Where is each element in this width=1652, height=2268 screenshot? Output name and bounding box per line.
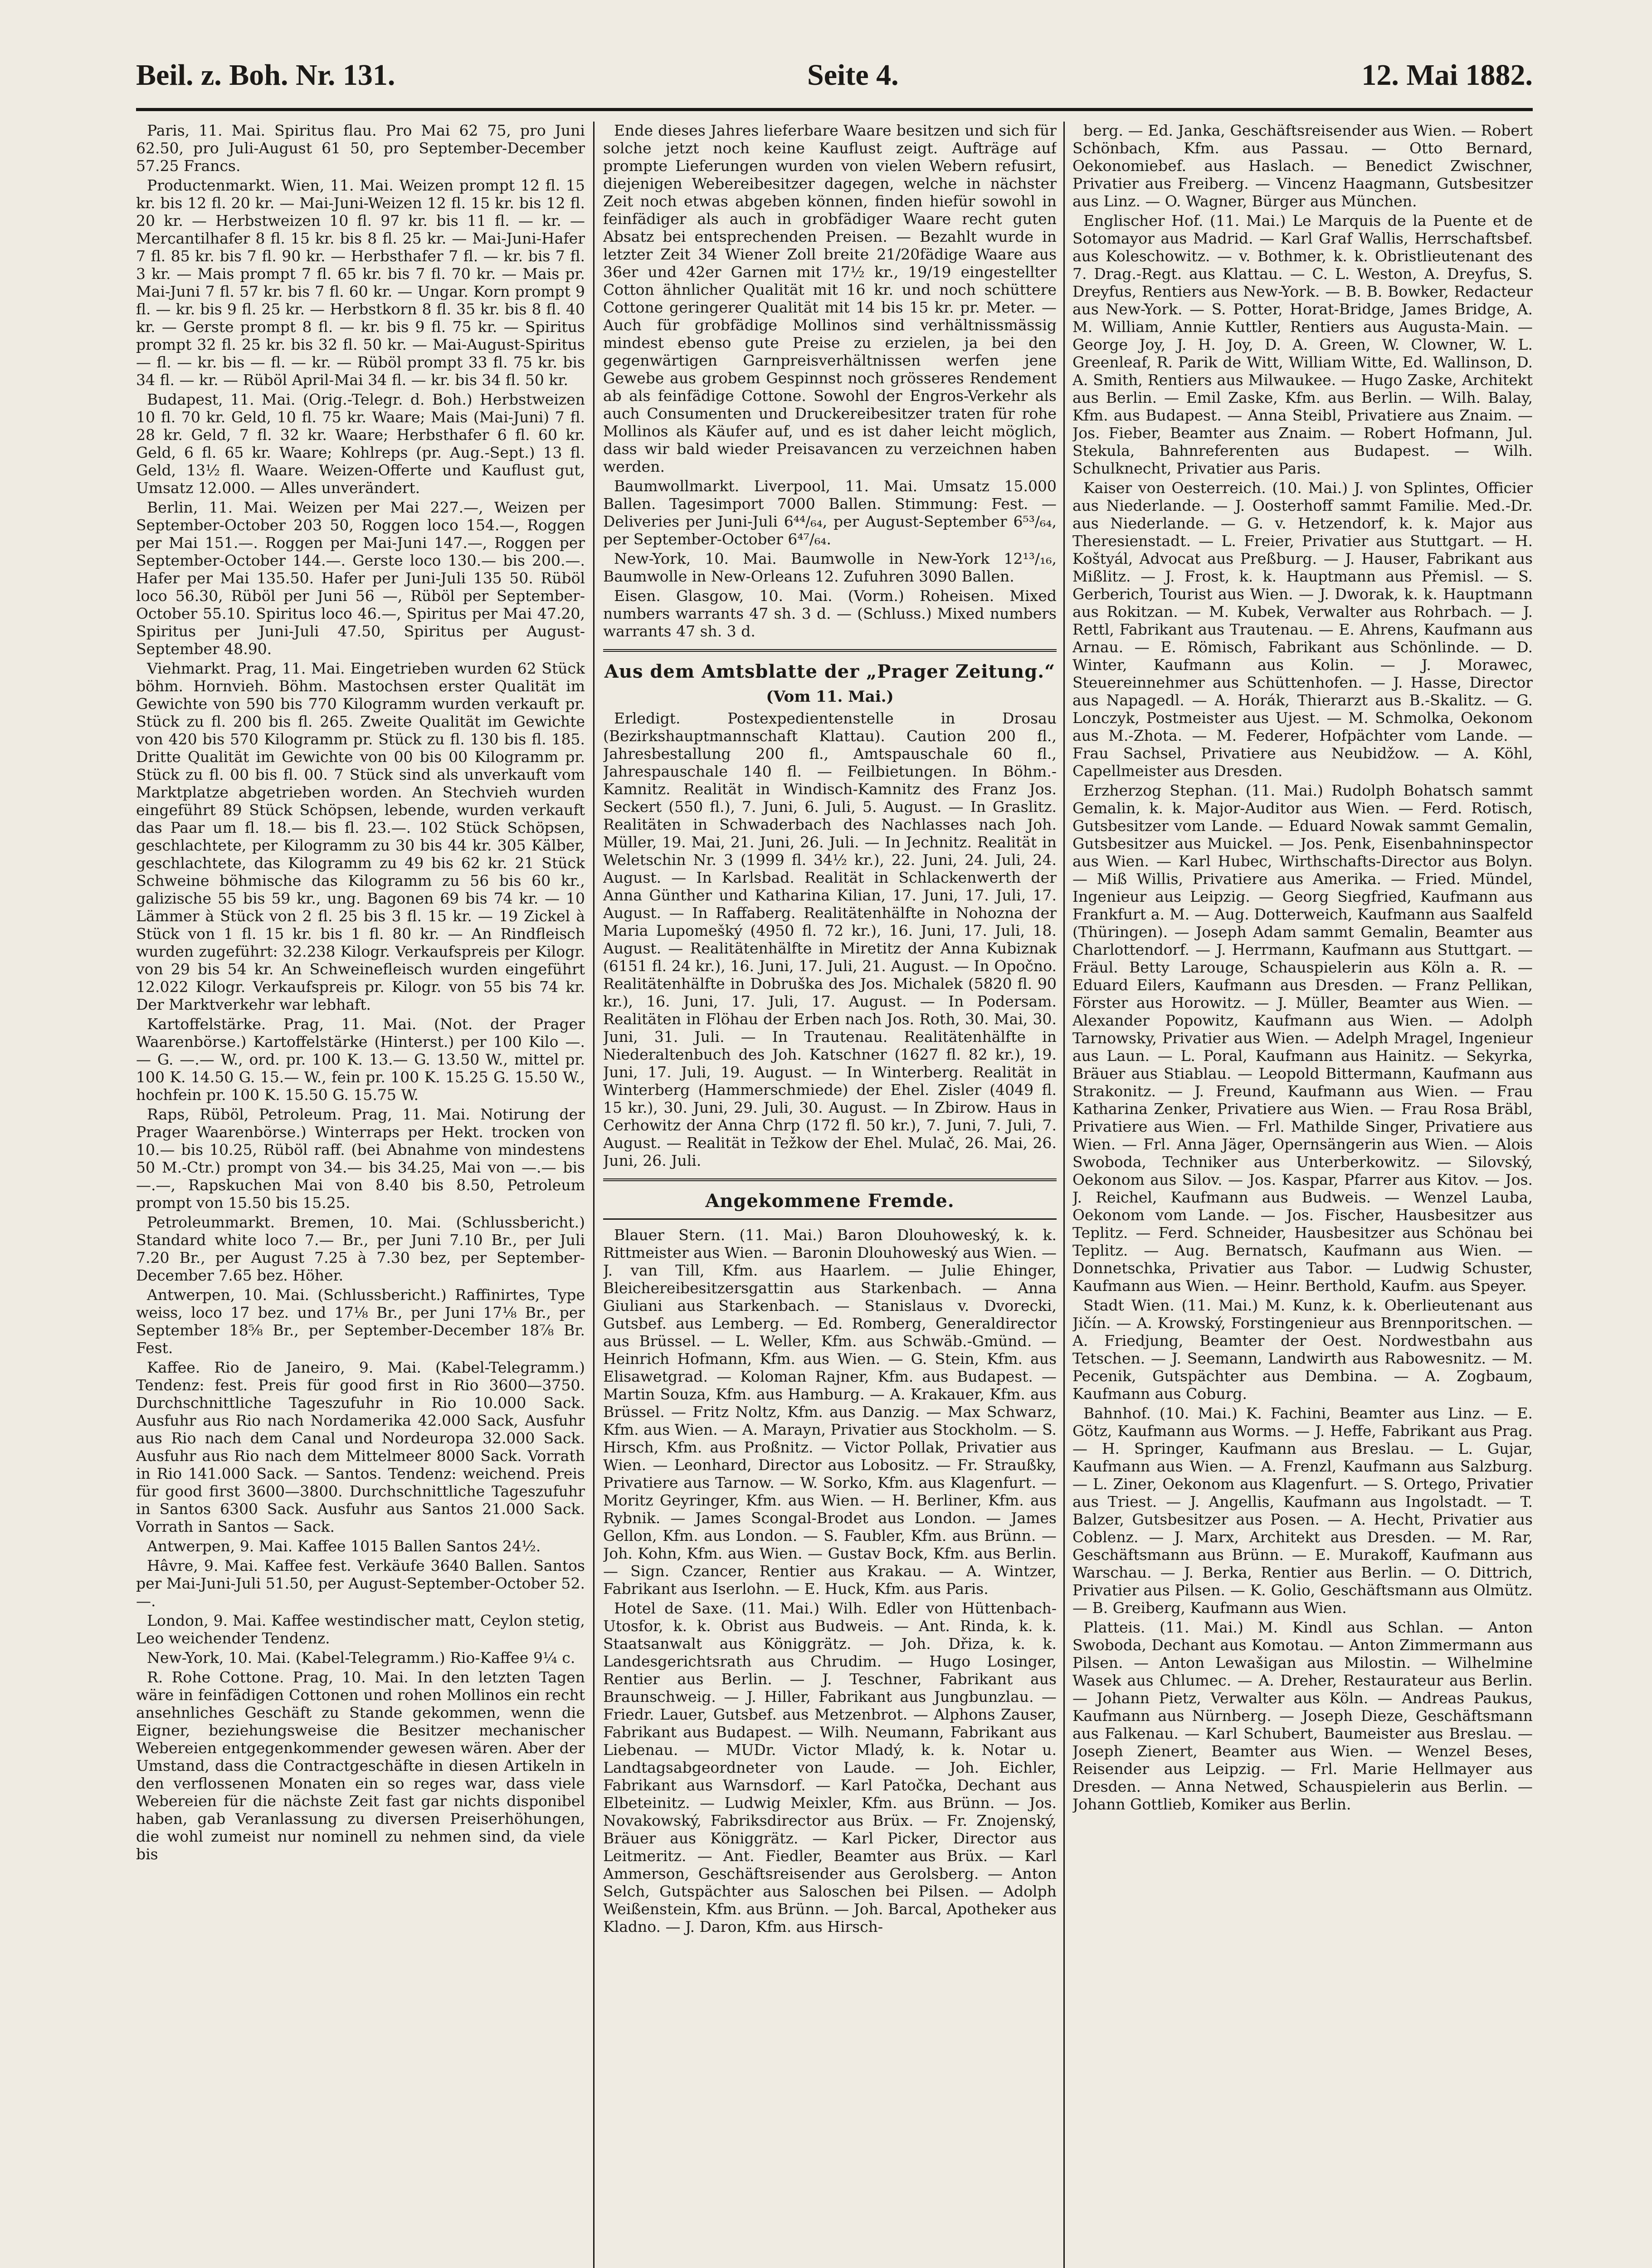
market-report: Petroleummarkt. Bremen, 10. Mai. (Schlussbericht.) Standard white loco 7.— Br., per Juni 7.10 Br., per Juli 7.20 Br., per August 7.25 à 7.30 bez, per September-December 7.65 bez. Höher. [136,1213,585,1284]
header-page-number: Seite 4. [807,59,899,92]
market-report: Antwerpen, 9. Mai. Kaffee 1015 Ballen Santos 24½. [147,1537,541,1555]
market-report: Hâvre, 9. Mai. Kaffee fest. Verkäufe 3640 Ballen. Santos per Mai-Juni-Juli 51.50, per August-September-October 52.—. [136,1557,585,1610]
market-report: Viehmarkt. Prag, 11. Mai. Eingetrieben wurden 62 Stück böhm. Hornvieh. Böhm. Mastochsen erster Qualität im Gewichte von 590 bis 770 Kilogramm wurden verkauft pr. Stück zu fl. 200 bis fl. 265. Zweite Qualität im Gewichte von 420 bis 570 Kilogramm pr. Stück zu fl. 130 bis fl. 185. Dritte Qualität im Gewichte von 00 bis 00 Kilogramm pr. Stück zu fl. 00 bis fl. 00. 7 Stück sind als unverkauft vom Marktplatze abgetrieben worden. An Stechvieh wurden eingeführt 89 Stück Schöpsen, lebende, wurden verkauft das Paar um fl. 18.— bis fl. 23.—. 102 Stück Schöpsen, geschlachtete, per Kilogramm zu 30 bis 44 kr. 305 Kälber, geschlachtete, das Kilogramm zu 49 bis 62 kr. 21 Stück Schweine böhmische das Kilogramm zu 56 bis 60 kr., galizische 55 bis 59 kr., ung. Bagonen 69 bis 74 kr. — 10 Lämmer à Stück von 2 fl. 25 bis 3 fl. 15 kr. — 19 Zickel à Stück von 1 fl. 15 kr. bis 1 fl. 80 kr. — An Rindfleisch wurden zugeführt: 32.238 Kilogr. Verkaufspreis per Kilogr. von 29 bis 54 kr. An Schweinefleisch wurden eingeführt 12.022 Kilogr. Verkaufspreis pr. Kilogr. von 55 bis 74 kr. Der Marktverkehr war lebhaft. [136,660,585,1013]
section-divider [603,1178,1057,1181]
market-report: Raps, Rüböl, Petroleum. Prag, 11. Mai. Notirung der Prager Waarenbörse.) Winterraps per Hekt. trocken von 10.— bis 10.25, Rüböl raff. (bei Abnahme von mindestens 50 M.-Ctr.) prompt von 34.— bis 34.25, Mai von —.— bis —.—, Rapskuchen Mai von 8.40 bis 8.50, Petroleum prompt von 15.50 bis 15.25. [136,1105,585,1212]
market-report: Baumwollmarkt. Liverpool, 11. Mai. Umsatz 15.000 Ballen. Tagesimport 7000 Ballen. Stimmung: Fest. — Deliveries per Juni-Juli 6⁴⁴/₆₄, per August-September 6⁵³/₆₄, per September-October 6⁴⁷/₆₄. [603,477,1057,548]
market-report: Antwerpen, 10. Mai. (Schlussbericht.) Raffinirtes, Type weiss, loco 17 bez. und 17⅛ Br., per Juni 17⅛ Br., per September 18⅝ Br., per September-December 18⅞ Br. Fest. [136,1286,585,1357]
market-report: Paris, 11. Mai. Spiritus flau. Pro Mai 62 75, pro Juni 62.50, pro Juli-August 61 50, pro September-December 57.25 Francs. [136,122,585,175]
arrivals-heading: Angekommene Fremde. [705,1190,955,1212]
page-header [136,58,1533,103]
hotel-arrivals: Englischer Hof. (11. Mai.) Le Marquis de la Puente et de Sotomayor aus Madrid. — Karl Graf Wallis, Herrschaftsbef. aus Koleschowitz. — v. Bothmer, k. k. Obristlieutenant des 7. Drag.-Regt. aus Klattau. — C. L. Weston, A. Dreyfus, S. Dreyfus, Rentiers aus New-York. — B. B. Bowker, Redacteur aus New-York. — S. Potter, Horat-Bridge, James Bridge, A. M. William, Annie Kuttler, Rentiers aus Augusta-Main. — George Joy, J. H. Joy, D. A. Green, W. Clowner, W. L. Greenleaf, R. Parik de Witt, William Witte, Ed. Wallinson, D. A. Smith, Rentiers aus Milwaukee. — Hugo Zaske, Architekt aus Berlin. — Emil Zaske, Kfm. aus Berlin. — Wilh. Balay, Kfm. aus Budapest. — Anna Steibl, Privatiere aus Znaim. — Jos. Fieber, Beamter aus Znaim. — Robert Hofmann, Jul. Stekula, Bahnreferenten aus Budapest. — Wilh. Schulknecht, Privatier aus Paris. [1072,212,1533,477]
market-report: Eisen. Glasgow, 10. Mai. (Vorm.) Roheisen. Mixed numbers warrants 47 sh. 3 d. — (Schluss.) Mixed numbers warrants 47 sh. 3 d. [603,587,1057,640]
hotel-arrivals: Blauer Stern. (11. Mai.) Baron Dlouhoweský, k. k. Rittmeister aus Wien. — Baronin Dlouhoweský aus Wien. — J. van Till, Kfm. aus Haarlem. — Julie Ehinger, Bleichereibesitzersgattin aus Starkenbach. — Anna Giuliani aus Starkenbach. — Stanislaus v. Dvorecki, Gutsbef. aus Lemberg. — Ed. Romberg, Generaldirector aus Brüssel. — L. Weller, Kfm. aus Schwäb.-Gmünd. — Heinrich Hofmann, Kfm. aus Wien. — G. Stein, Kfm. aus Elisawetgrad. — Koloman Rajner, Kfm. aus Budapest. — Martin Souza, Kfm. aus Hamburg. — A. Krakauer, Kfm. aus Brüssel. — Fritz Noltz, Kfm. aus Danzig. — Max Schwarz, Kfm. aus Wien. — A. Marayn, Privatier aus Stockholm. — S. Hirsch, Kfm. aus Proßnitz. — Victor Pollak, Privatier aus Wien. — Leonhard, Director aus Lobositz. — Fr. Straußky, Privatiere aus Tarnow. — W. Sorko, Kfm. aus Klagenfurt. — Moritz Geyringer, Kfm. aus Wien. — H. Berliner, Kfm. aus Rybnik. — James Scongal-Brodet aus London. — James Gellon, Kfm. aus London. — S. Faubler, Kfm. aus Brünn. — Joh. Kohn, Kfm. aus Wien. — Gustav Bock, Kfm. aus Berlin. — Sign. Czancer, Rentier aus Krakau. — A. Wintzer, Fabrikant aus Iserlohn. — E. Huck, Kfm. aus Paris. [603,1226,1057,1598]
hotel-arrivals: berg. — Ed. Janka, Geschäftsreisender aus Wien. — Robert Schönbach, Kfm. aus Passau. — Otto Bernard, Oekonomiebef. aus Haslach. — Benedict Zwischner, Privatier aus Freiberg. — Vincenz Haagmann, Gutsbesitzer aus Linz. — O. Wagner, Bürger aus München. [1072,122,1533,210]
hotel-arrivals: Erzherzog Stephan. (11. Mai.) Rudolph Bohatsch sammt Gemalin, k. k. Major-Auditor aus Wien. — Ferd. Rotisch, Gutsbesitzer vom Lande. — Eduard Nowak sammt Gemalin, Gutsbesitzer aus Muickel. — Jos. Penk, Eisenbahninspector aus Wien. — Karl Hubec, Wirthschafts-Director aus Bolyn. — Miß Willis, Privatiere aus Amerika. — Fried. Mündel, Ingenieur aus Leipzig. — Georg Siegfried, Kaufmann aus Frankfurt a. M. — Aug. Dotterweich, Kaufmann aus Saalfeld (Thüringen). — Joseph Adam sammt Gemalin, Beamter aus Charlottendorf. — J. Herrmann, Kaufmann aus Stuttgart. — Fräul. Betty Larouge, Schauspielerin aus Köln a. R. — Eduard Eilers, Kaufmann aus Dresden. — Franz Pellikan, Förster aus Horowitz. — J. Müller, Beamter aus Wien. — Alexander Popowitz, Kaufmann aus Wien. — Adolph Tarnowsky, Privatier aus Wien. — Adelph Mragel, Ingenieur aus Laun. — L. Poral, Kaufmann aus Hainitz. — Sekyrka, Bräuer aus Stiablau. — Leopold Bittermann, Kaufmann aus Strakonitz. — J. Freund, Kaufmann aus Wien. — Frau Katharina Zenker, Privatiere aus Wien. — Frau Rosa Bräbl, Privatiere aus Wien. — Frl. Mathilde Singer, Privatiere aus Wien. — Frl. Anna Jäger, Opernsängerin aus Wien. — Alois Swoboda, Techniker aus Unterberkowitz. — Silovský, Oekonom aus Silov. — Jos. Kaspar, Pfarrer aus Kitov. — Jos. J. Reichel, Kaufmann aus Budweis. — Wenzel Lauba, Oekonom vom Lande. — Jos. Fischer, Hausbesitzer aus Teplitz. — Ferd. Schneider, Hausbesitzer aus Schönau bei Teplitz. — Aug. Bernatsch, Kaufmann aus Wien. — Donnetschka, Privatier aus Tabor. — Ludwig Schuster, Kaufmann aus Wien. — Heinr. Berthold, Kaufm. aus Speyer. [1072,782,1533,1295]
market-report: Ende dieses Jahres lieferbare Waare besitzen und sich für solche jetzt noch keine Kauflust zeigt. Aufträge auf prompte Lieferungen wurden von vielen Webern refusirt, diejenigen Webereibesitzer dagegen, welche in nächster Zeit noch etwas abgeben können, finden hiefür sowohl in feinfädiger als auch in grobfädiger Waare recht guten Absatz bei entsprechenden Preisen. — Bezahlt wurde in letzter Zeit 34 Wiener Zoll breite 21/20fädige Waare aus 36er und 42er Garnen mit 17½ kr., 19/19 eingestellter Cotton ähnlicher Qualität mit 16 kr. und noch schüttere Cottone geringerer Qualität mit 14 bis 15 kr. pr. Meter. — Auch für grobfädige Mollinos sind verhältnissmässig mindest ebenso gute Preise zu erzielen, ja bei den gegenwärtigen Garnpreisverhältnissen werfen jene Gewebe aus grobem Gespinnst noch grösseres Rendement ab als feinfädige Cottone. Sowohl der Engros-Verkehr als auch Consumenten und Druckereibesitzer traten für rohe Mollinos als Käufer auf, und es ist daher leicht möglich, dass wir bald wieder Preisavancen zu verzeichnen haben werden. [603,122,1057,475]
hotel-arrivals: Platteis. (11. Mai.) M. Kindl aus Schlan. — Anton Swoboda, Dechant aus Komotau. — Anton Zimmermann aus Pilsen. — Anton Lewašigan aus Milostin. — Wilhelmine Wasek aus Chlumec. — A. Dreher, Restaurateur aus Berlin. — Johann Pietz, Verwalter aus Köln. — Andreas Paukus, Kaufmann aus Nürnberg. — Joseph Dieze, Geschäftsmann aus Falkenau. — Karl Schubert, Baumeister aus Breslau. — Joseph Zienert, Beamter aus Wien. — Wenzel Beses, Reisender aus Leipzig. — Frl. Marie Hellmayer aus Dresden. — Anna Netwed, Schauspielerin aus Berlin. — Johann Gottlieb, Komiker aus Berlin. [1072,1618,1533,1813]
market-report: R. Rohe Cottone. Prag, 10. Mai. In den letzten Tagen wäre in feinfädigen Cottonen und rohen Mollinos ein recht ansehnliches Geschäft zu Stande gekommen, wenn die Eigner, beziehungsweise die Besitzer mechanischer Webereien entgegenkommender gewesen wären. Aber der Umstand, dass die Contractgeschäfte in diesen Artikeln in den verflossenen Monaten ein so reges war, dass viele Webereien für die nächste Zeit fast gar nichts disponibel haben, gab Veranlassung zu diversen Preiserhöhungen, die wohl zumeist nur nominell zu nehmen sind, da viele bis [136,1668,585,1863]
column-3 [1072,122,1533,2268]
column-2 [603,122,1057,2268]
market-report: Kaffee. Rio de Janeiro, 9. Mai. (Kabel-Telegramm.) Tendenz: fest. Preis für good first in Rio 3600—3750. Durchschnittliche Tageszufuhr in Rio 10.000 Sack. Ausfuhr aus Rio nach Nordamerika 42.000 Sack, Ausfuhr aus Rio nach dem Canal und Nordeuropa 32.000 Sack. Ausfuhr aus Rio nach dem Mittelmeer 8000 Sack. Vorrath in Rio 141.000 Sack. — Santos. Tendenz: weichend. Preis für good first 3600—3800. Durchschnittliche Tageszufuhr in Santos 6300 Sack. Ausfuhr aus Santos 21.000 Sack. Vorrath in Santos — Sack. [136,1359,585,1535]
amtsblatt-heading: Aus dem Amtsblatte der „Prager Zeitung.“ [604,661,1056,682]
column-divider [593,122,595,2268]
hotel-arrivals: Stadt Wien. (11. Mai.) M. Kunz, k. k. Oberlieutenant aus Jičín. — A. Krowský, Forstingenieur aus Brennporitschen. — A. Friedjung, Beamter der Oest. Nordwestbahn aus Tetschen. — J. Seemann, Landwirth aus Rabowesnitz. — M. Pecenik, Gutspächter aus Dembina. — A. Zogbaum, Kaufmann aus Coburg. [1072,1296,1533,1403]
market-report: Budapest, 11. Mai. (Orig.-Telegr. d. Boh.) Herbstweizen 10 fl. 70 kr. Geld, 10 fl. 75 kr. Waare; Mais (Mai-Juni) 7 fl. 28 kr. Geld, 7 fl. 32 kr. Waare; Herbsthafer 6 fl. 60 kr. Geld, 6 fl. 65 kr. Waare; Kohlreps (pr. Aug.-Sept.) 13 fl. Geld, 13½ fl. Waare. Weizen-Offerte und Kauflust gut, Umsatz 12.000. — Alles unverändert. [136,391,585,497]
header-date: 12. Mai 1882. [1361,59,1533,92]
column-divider [1063,122,1065,2268]
market-report: New-York, 10. Mai. (Kabel-Telegramm.) Rio-Kaffee 9¼ c. [147,1649,575,1667]
market-report: London, 9. Mai. Kaffee westindischer matt, Ceylon stetig, Leo weichender Tendenz. [136,1612,585,1647]
market-report: New-York, 10. Mai. Baumwolle in New-York 12¹³/₁₆, Baumwolle in New-Orleans 12. Zufuhren 3090 Ballen. [603,550,1057,585]
amtsblatt-date: (Vom 11. Mai.) [766,688,894,706]
market-report: Kartoffelstärke. Prag, 11. Mai. (Not. der Prager Waarenbörse.) Kartoffelstärke (Hinterst.) per 100 Kilo —.— G. —.— W., ord. pr. 100 K. 13.— G. 13.50 W., mittel pr. 100 K. 14.50 G. 15.— W., fein pr. 100 K. 15.25 G. 15.50 W., hochfein pr. 100 K. 15.50 G. 15.75 W. [136,1015,585,1104]
column-1 [136,122,585,2268]
section-divider [603,1218,1057,1220]
amtsblatt-entry: Erledigt. Postexpedientenstelle in Drosau (Bezirkshauptmannschaft Klattau). Caution 200 fl., Jahresbestallung 200 fl., Amtspauschale 60 fl., Jahrespauschale 140 fl. — Feilbietungen. In Böhm.-Kamnitz. Realität in Windisch-Kamnitz des Franz Jos. Seckert (550 fl.), 7. Juni, 6. Juli, 5. August. — In Graslitz. Realitäten in Schwaderbach des Nachlasses nach Joh. Müller, 19. Mai, 21. Juni, 26. Juli. — In Jechnitz. Realität in Weletschin Nr. 3 (1999 fl. 34½ kr.), 22. Juni, 24. Juli, 24. August. — In Karlsbad. Realität in Schlackenwerth der Anna Günther und Katharina Kilian, 17. Juni, 17. Juli, 17. August. — In Raffaberg. Realitätenhälfte in Nohozna der Maria Lupomešký (4950 fl. 72 kr.), 16. Juni, 17. Juli, 18. August. — Realitätenhälfte in Miretitz der Anna Kubiznak (6151 fl. 24 kr.), 16. Juni, 17. Juli, 21. August. — In Opočno. Realitätenhälfte in Dobruška des Jos. Michalek (5820 fl. 90 kr.), 16. Juni, 17. Juli, 17. August. — In Podersam. Realitäten in Flöhau der Erben nach Jos. Roth, 30. Mai, 30. Juni, 31. Juli. — In Trautenau. Realitätenhälfte in Niederaltenbuch des Joh. Katschner (1627 fl. 82 kr.), 19. Juni, 17. Juli, 19. August. — In Winterberg. Realität in Winterberg (Hammerschmiede) der Ehel. Zisler (4049 fl. 15 kr.), 30. Juni, 29. Juli, 30. August. — In Zbirow. Haus in Cerhowitz der Anna Chrp (172 fl. 50 kr.), 7. Juni, 7. Juli, 7. August. — Realität in Težkow der Ehel. Mulač, 26. Mai, 26. Juni, 26. Juli. [603,709,1057,1169]
hotel-arrivals: Hotel de Saxe. (11. Mai.) Wilh. Edler von Hüttenbach-Utosfor, k. k. Obrist aus Budweis. — Ant. Rinda, k. k. Staatsanwalt aus Königgrätz. — Joh. Dřiza, k. k. Landesgerichtsrath aus Chrudim. — Hugo Losinger, Rentier aus Berlin. — J. Teschner, Fabrikant aus Braunschweig. — J. Hiller, Fabrikant aus Jungbunzlau. — Friedr. Lauer, Gutsbef. aus Metzenbrot. — Alphons Zauser, Fabrikant aus Budapest. — Wilh. Neumann, Fabrikant aus Liebenau. — MUDr. Victor Mladý, k. k. Notar u. Landtagsabgeordneter von Laude. — Joh. Eichler, Fabrikant aus Warnsdorf. — Karl Patočka, Dechant aus Elbeteinitz. — Ludwig Meixler, Kfm. aus Brünn. — Jos. Novakowský, Fabriksdirector aus Brüx. — Fr. Znojenský, Bräuer aus Königgrätz. — Karl Picker, Director aus Leitmeritz. — Ant. Fiedler, Beamter aus Brüx. — Karl Ammerson, Geschäftsreisender aus Gerolsberg. — Anton Selch, Gutspächter aus Saloschen bei Pilsen. — Adolph Weißenstein, Kfm. aus Brünn. — Joh. Barcal, Apotheker aus Kladno. — J. Daron, Kfm. aus Hirsch- [603,1599,1057,1936]
hotel-arrivals: Kaiser von Oesterreich. (10. Mai.) J. von Splintes, Officier aus Niederlande. — J. Oosterhoff sammt Familie. Med.-Dr. aus Niederlande. — G. v. Hetzendorf, k. k. Major aus Theresienstadt. — L. Freier, Privatier aus Stuttgart. — H. Koštyál, Advocat aus Preßburg. — J. Hauser, Fabrikant aus Mißlitz. — J. Frost, k. k. Hauptmann aus Přemisl. — S. Gerberich, Tourist aus Wien. — J. Dworak, k. k. Hauptmann aus Rokitzan. — M. Kubek, Verwalter aus Rohrbach. — J. Rettl, Fabrikant aus Trautenau. — E. Ahrens, Kaufmann aus Arnau. — E. Römisch, Fabrikant aus Schönlinde. — D. Winter, Kaufmann aus Kolin. — J. Morawec, Steuereinnehmer aus Schüttenhofen. — J. Hasse, Director aus Napagedl. — A. Horák, Thierarzt aus B.-Skalitz. — G. Lonczyk, Postmeister aus Ujest. — M. Schmolka, Oekonom aus M.-Zhota. — M. Federer, Hofpächter vom Lande. — Frau Sachsel, Privatiere aus Neubidžow. — A. Köhl, Capellmeister aus Dresden. [1072,479,1533,780]
header-issue: Beil. z. Boh. Nr. 131. [136,59,395,92]
hotel-arrivals: Bahnhof. (10. Mai.) K. Fachini, Beamter aus Linz. — E. Götz, Kaufmann aus Worms. — J. Heffe, Fabrikant aus Prag. — H. Springer, Kaufmann aus Breslau. — L. Gujar, Kaufmann aus Wien. — A. Frenzl, Kaufmann aus Salzburg. — L. Ziner, Oekonom aus Klagenfurt. — S. Ortego, Privatier aus Triest. — J. Angellis, Kaufmann aus Ingolstadt. — T. Balzer, Gutsbesitzer aus Posen. — A. Hecht, Privatier aus Coblenz. — J. Marx, Architekt aus Dresden. — M. Rar, Geschäftsmann aus Brünn. — E. Murakoff, Kaufmann aus Warschau. — J. Berka, Rentier aus Berlin. — O. Dittrich, Privatier aus Pilsen. — K. Golio, Geschäftsmann aus Olmütz. — B. Greiberg, Kaufmann aus Wien. [1072,1404,1533,1617]
section-divider [603,649,1057,652]
header-rule [136,108,1533,111]
market-report: Berlin, 11. Mai. Weizen per Mai 227.—, Weizen per September-October 203 50, Roggen loco 154.—, Roggen per Mai 151.—. Roggen per Mai-Juni 147.—, Roggen per September-October 144.—. Gerste loco 130.— bis 200.—. Hafer per Mai 135.50. Hafer per Juni-Juli 135 50. Rüböl loco 56.30, Rüböl per Juni 56 —, Rüböl per September-October 55.10. Spiritus loco 46.—, Spiritus per Mai 47.20, Spiritus per Juni-Juli 47.50, Spiritus per August-September 48.90. [136,499,585,658]
market-report: Productenmarkt. Wien, 11. Mai. Weizen prompt 12 fl. 15 kr. bis 12 fl. 20 kr. — Mai-Juni-Weizen 12 fl. 15 kr. bis 12 fl. 20 kr. — Herbstweizen 10 fl. 97 kr. bis 11 fl. — kr. — Mercantilhafer 8 fl. 15 kr. bis 8 fl. 25 kr. — Mai-Juni-Hafer 7 fl. 85 kr. bis 7 fl. 90 kr. — Herbsthafer 7 fl. — kr. bis 7 fl. 3 kr. — Mais prompt 7 fl. 65 kr. bis 7 fl. 70 kr. — Mais pr. Mai-Juni 7 fl. 57 kr. bis 7 fl. 60 kr. — Ungar. Korn prompt 9 fl. — kr. bis 9 fl. 25 kr. — Herbstkorn 8 fl. 35 kr. bis 8 fl. 40 kr. — Gerste prompt 8 fl. — kr. bis 9 fl. 75 kr. — Spiritus prompt 32 fl. 25 kr. bis 32 fl. 50 kr. — Mai-August-Spiritus — fl. — kr. bis — fl. — kr. — Rüböl prompt 33 fl. 75 kr. bis 34 fl. — kr. — Rüböl April-Mai 34 fl. — kr. bis 34 fl. 50 kr. [136,176,585,389]
